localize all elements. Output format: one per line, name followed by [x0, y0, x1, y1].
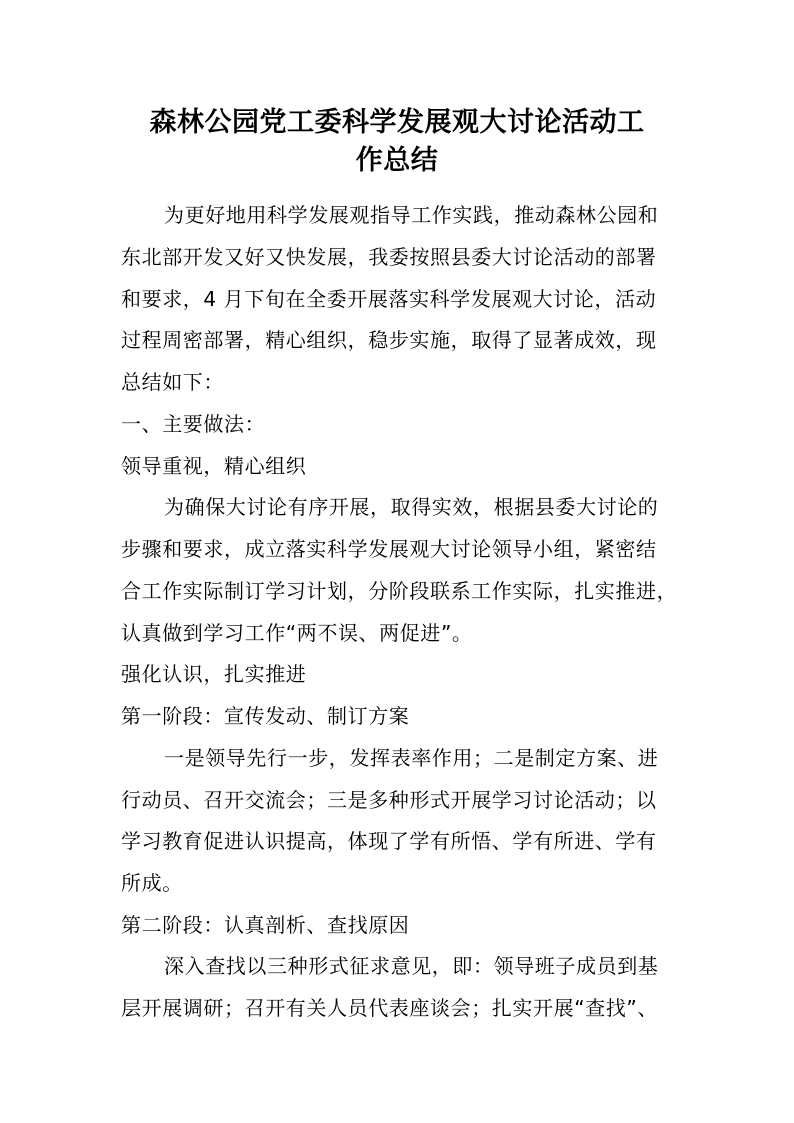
paragraph-line: 所成。 — [121, 871, 183, 895]
paragraph-line: 过程周密部署，精心组织，稳步实施，取得了显著成效，现 — [121, 328, 657, 352]
paragraph-line: 东北部开发又好又快发展，我委按照县委大讨论活动的部署 — [121, 245, 657, 269]
stage-heading: 第一阶段：宣传发动、制订方案 — [121, 704, 410, 728]
stage-heading: 第二阶段：认真剖析、查找原因 — [121, 913, 410, 937]
paragraph-line: 为确保大讨论有序开展，取得实效，根据县委大讨论的 — [164, 495, 659, 519]
paragraph-line: 总结如下： — [121, 370, 224, 394]
paragraph-line: 为更好地用科学发展观指导工作实践，推动森林公园和 — [164, 203, 659, 227]
paragraph-line: 合工作实际制订学习计划，分阶段联系工作实际，扎实推进， — [121, 579, 678, 603]
paragraph-line: 步骤和要求，成立落实科学发展观大讨论领导小组，紧密结 — [121, 537, 657, 561]
paragraph-line: 深入查找以三种形式征求意见，即：领导班子成员到基 — [164, 954, 659, 978]
paragraph-line: 层开展调研；召开有关人员代表座谈会；扎实开展“查找”、 — [121, 996, 658, 1020]
subsection-heading: 领导重视，精心组织 — [121, 454, 307, 478]
paragraph-line: 和要求，4 月下旬在全委开展落实科学发展观大讨论，活动 — [121, 287, 657, 311]
document-title-line-2: 作总结 — [355, 145, 439, 176]
section-heading: 一、主要做法： — [121, 412, 266, 436]
paragraph-line: 行动员、召开交流会；三是多种形式开展学习讨论活动；以 — [121, 788, 657, 812]
paragraph-line: 认真做到学习工作“两不误、两促进”。 — [121, 621, 473, 645]
paragraph-line: 一是领导先行一步，发挥表率作用；二是制定方案、进 — [164, 746, 659, 770]
document-title-line-1: 森林公园党工委科学发展观大讨论活动工 — [149, 107, 645, 138]
subsection-heading: 强化认识，扎实推进 — [121, 662, 307, 686]
paragraph-line: 学习教育促进认识提高，体现了学有所悟、学有所进、学有 — [121, 829, 657, 853]
